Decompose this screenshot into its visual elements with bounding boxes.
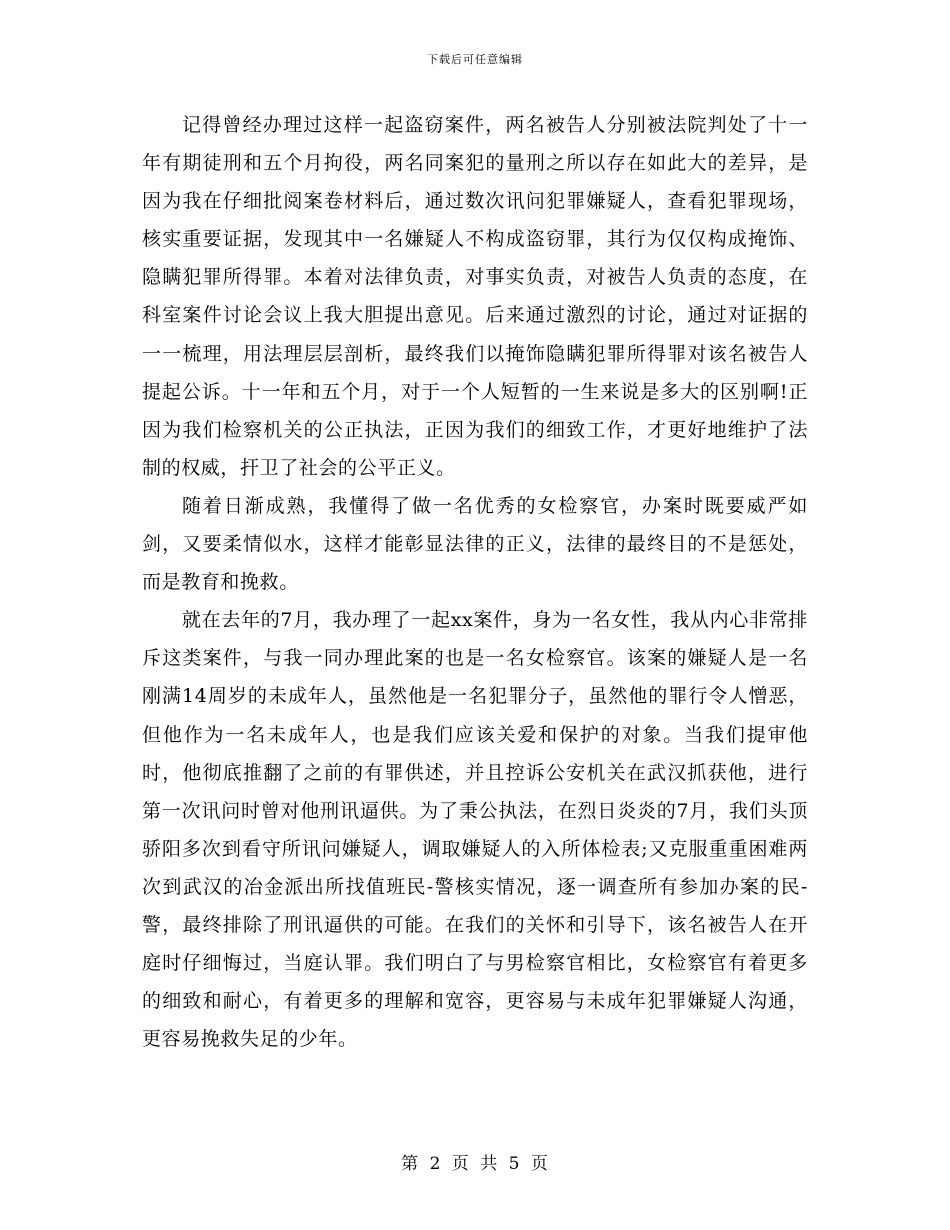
header-note: 下载后可任意编辑 <box>427 53 523 66</box>
paragraph-female-prosecutor: 随着日渐成熟，我懂得了做一名优秀的女检察官，办案时既要威严如剑，又要柔情似水，这样才能彰显法律的正义，法律的最终目的不是惩处，而是教育和挽救。 <box>142 494 808 594</box>
paragraph-juvenile-case: 就在去年的7月，我办理了一起xx案件，身为一名女性，我从内心非常排斥这类案件，与我一同办理此案的也是一名女检察官。该案的嫌疑人是一名刚满14周岁的未成年人，虽然他是一名犯罪分子，虽然他的罪行令人憎恶，但他作为一名未成年人，也是我们应该关爱和保护的对象。当我们提审他时，他彻底推翻了之前的有罪供述，并且控诉公安机关在武汉抓获他，进行第一次讯问时曾对他刑讯逼供。为了秉公执法，在烈日炎炎的7月，我们头顶骄阳多次到看守所讯问嫌疑人，调取嫌疑人的入所体检表;又克服重重困难两次到武汉的冶金派出所找值班民-警核实情况，逐一调查所有参加办案的民-警，最终排除了刑讯逼供的可能。在我们的关怀和引导下，该名被告人在开庭时仔细悔过，当庭认罪。我们明白了与男检察官相比，女检察官有着更多的细致和耐心，有着更多的理解和宽容，更容易与未成年犯罪嫌疑人沟通，更容易挽救失足的少年。 <box>142 609 808 1051</box>
document-body <box>142 106 808 1058</box>
paragraph-theft-case: 记得曾经办理过这样一起盗窃案件，两名被告人分别被法院判处了十一年有期徒刑和五个月拘役，两名同案犯的量刑之所以存在如此大的差异，是因为我在仔细批阅案卷材料后，通过数次讯问犯罪嫌疑人，查看犯罪现场，核实重要证据，发现其中一名嫌疑人不构成盗窃罪，其行为仅仅构成掩饰、隐瞒犯罪所得罪。本着对法律负责，对事实负责，对被告人负责的态度，在科室案件讨论会议上我大胆提出意见。后来通过激烈的讨论，通过对证据的一一梳理，用法理层层剖析，最终我们以掩饰隐瞒犯罪所得罪对该名被告人提起公诉。十一年和五个月，对于一个人短暂的一生来说是多大的区别啊!正因为我们检察机关的公正执法，正因为我们的细致工作，才更好地维护了法制的权威，扞卫了社会的公平正义。 <box>142 114 808 479</box>
page-number: 第 2 页 共 5 页 <box>401 1154 549 1174</box>
